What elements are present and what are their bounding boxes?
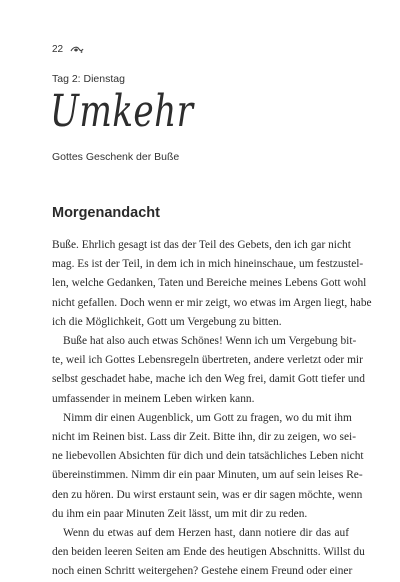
- page-header: [52, 44, 84, 55]
- chapter-title: Umkehr: [50, 86, 194, 137]
- page-number: 22: [52, 44, 64, 55]
- text-line: te, weil ich Gottes Lebensregeln übertreten, andere verletzt oder mir: [52, 354, 363, 367]
- text-line: du ihm ein paar Minuten Zeit lässt, um mit dir zu reden.: [52, 507, 308, 520]
- text-line: Wenn du etwas auf dem Herzen hast, dann notiere dir das auf: [63, 527, 349, 540]
- text-line: Buße hat also auch etwas Schönes! Wenn ich um Vergebung bit-: [63, 335, 357, 348]
- text-line: len, welche Gedanken, Taten und Bereiche meines Lebens Gott wohl: [52, 277, 367, 290]
- leaf-flourish-icon: [70, 46, 84, 54]
- section-heading: Morgenandacht: [52, 205, 160, 221]
- paragraph: [52, 236, 372, 332]
- paragraph: [52, 332, 365, 409]
- body-text: [52, 236, 372, 582]
- text-line: Nimm dir einen Augenblick, um Gott zu fragen, wo du mit ihm: [63, 411, 352, 424]
- text-line: selbst geschadet habe, mache ich den Weg frei, damit Gott tiefer und: [52, 373, 365, 386]
- text-line: Buße. Ehrlich gesagt ist das der Teil des Gebets, den ich gar nicht: [52, 239, 351, 251]
- paragraph: [52, 524, 365, 582]
- chapter-subtitle: Gottes Geschenk der Buße: [52, 151, 180, 163]
- text-line: den beiden leeren Seiten am Ende des heutigen Abschnitts. Willst du: [52, 546, 365, 559]
- text-line: umfassender in meinem Leben wirken kann.: [52, 392, 255, 405]
- text-line: nicht gefallen. Doch wenn er mir zeigt, wo etwas im Argen liegt, habe: [52, 296, 372, 309]
- text-line: ich die Möglichkeit, Gott um Vergebung zu bitten.: [52, 315, 282, 328]
- text-line: übereinstimmen. Nimm dir ein paar Minuten, um auf sein leises Re-: [52, 469, 363, 482]
- text-line: den zu hören. Du wirst erstaunt sein, was er dir sagen möchte, wenn: [52, 488, 363, 501]
- text-line: mag. Es ist der Teil, in dem ich in mich hineinschaue, um festzustel-: [52, 258, 364, 271]
- text-line: ne liebevollen Absichten für dich und dein tatsächliches Leben nicht: [52, 450, 364, 463]
- text-line: noch einen Schritt weitergehen? Gestehe einem Freund oder einer: [52, 565, 353, 578]
- paragraph: [52, 409, 364, 524]
- day-label: Tag 2: Dienstag: [52, 73, 125, 85]
- text-line: nicht im Reinen bist. Lass dir Zeit. Bitte ihn, dir zu zeigen, wo sei-: [52, 431, 357, 444]
